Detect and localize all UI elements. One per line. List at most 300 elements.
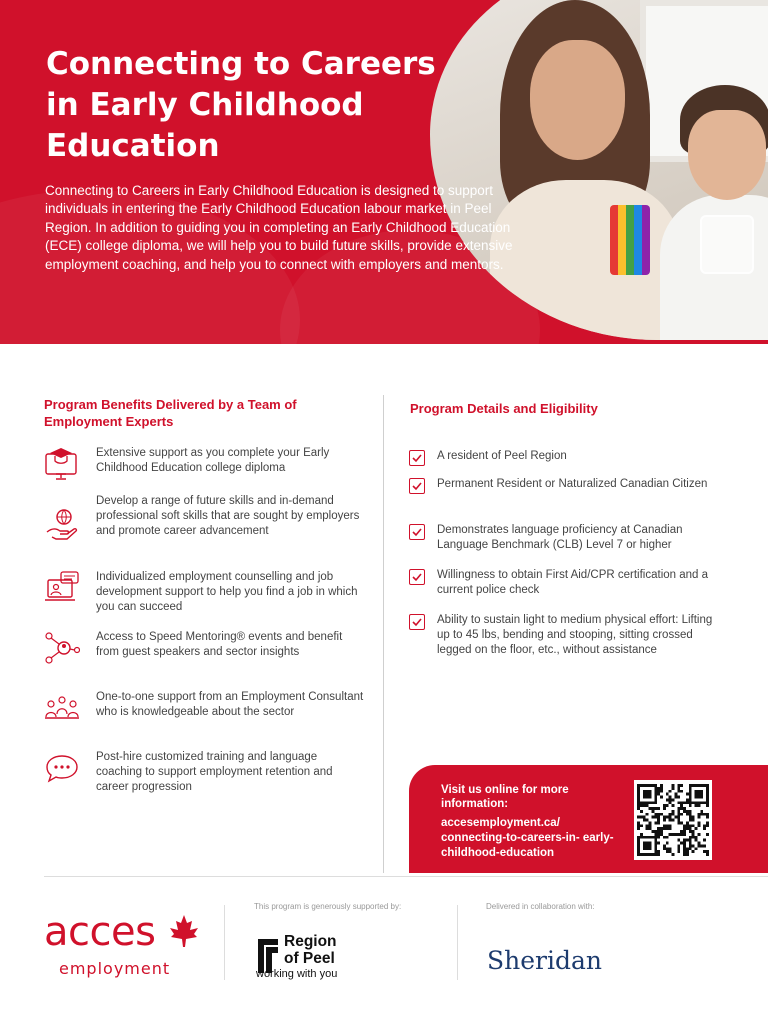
benefit-text: One-to-one support from an Employment Consultant who is knowledgeable about the sector xyxy=(96,691,364,718)
qr-module xyxy=(689,819,692,822)
qr-module xyxy=(643,847,646,850)
qr-module xyxy=(660,796,663,799)
qr-module xyxy=(683,850,686,853)
qr-module xyxy=(703,850,706,853)
eligibility-item xyxy=(409,568,729,598)
qr-module xyxy=(677,821,680,824)
qr-module xyxy=(677,816,680,819)
qr-module xyxy=(689,790,692,793)
qr-module xyxy=(646,836,649,839)
qr-module xyxy=(680,813,683,816)
qr-module xyxy=(637,847,640,850)
qr-module xyxy=(643,819,646,822)
qr-module xyxy=(663,807,666,810)
qr-module xyxy=(692,819,695,822)
qr-module xyxy=(706,816,709,819)
qr-module xyxy=(686,827,689,830)
qr-module xyxy=(663,804,666,807)
network-people-icon xyxy=(44,630,80,666)
hero-banner xyxy=(0,0,768,344)
qr-module xyxy=(654,830,657,833)
checkbox-icon xyxy=(409,450,425,466)
qr-module xyxy=(637,842,640,845)
qr-module xyxy=(643,790,646,793)
checkbox-icon xyxy=(409,478,425,494)
qr-module xyxy=(640,804,643,807)
qr-module xyxy=(669,796,672,799)
qr-module xyxy=(703,839,706,842)
qr-module xyxy=(646,804,649,807)
qr-module xyxy=(697,813,700,816)
column-divider xyxy=(383,395,384,873)
qr-module xyxy=(666,824,669,827)
qr-module xyxy=(706,790,709,793)
intro-paragraph: Connecting to Careers in Early Childhood Education is designed to support individuals in entering the Early Childhood Education labour market in Peel Region. In addition to guiding you in completing an Early Childhood Education (ECE) college diploma, we will help you to build future skills, provide extensive employment coaching, and help you to connect with employers and mentors. xyxy=(45,183,513,272)
benefits-heading: Program Benefits Delivered by a Team of Employment Experts xyxy=(44,397,297,429)
checkbox-icon xyxy=(409,614,425,630)
qr-module xyxy=(646,844,649,847)
qr-module xyxy=(683,842,686,845)
qr-module xyxy=(660,833,663,836)
qr-module xyxy=(700,793,703,796)
qr-module xyxy=(654,790,657,793)
qr-module xyxy=(686,801,689,804)
qr-module xyxy=(637,784,640,787)
qr-module xyxy=(692,844,695,847)
qr-module xyxy=(700,784,703,787)
qr-module xyxy=(657,790,660,793)
qr-module xyxy=(649,784,652,787)
qr-module xyxy=(660,790,663,793)
qr-module xyxy=(643,836,646,839)
qr-module xyxy=(689,830,692,833)
qr-module xyxy=(706,796,709,799)
details-heading: Program Details and Eligibility xyxy=(410,401,598,416)
eligibility-item xyxy=(409,449,729,466)
eligibility-text: Willingness to obtain First Aid/CPR certification and a current police check xyxy=(437,569,709,596)
qr-module xyxy=(640,784,643,787)
qr-module xyxy=(697,821,700,824)
qr-module xyxy=(677,796,680,799)
qr-module xyxy=(677,833,680,836)
qr-module xyxy=(700,790,703,793)
graduation-cap-monitor-icon xyxy=(44,446,80,482)
qr-module xyxy=(640,810,643,813)
qr-module xyxy=(646,847,649,850)
qr-module xyxy=(706,850,709,853)
qr-module xyxy=(657,787,660,790)
qr-module xyxy=(697,801,700,804)
eligibility-text: Ability to sustain light to medium physical effort: Lifting up to 45 lbs, bending and stooping, sitting crossed legged on the floor, etc., without assistance xyxy=(437,614,713,656)
qr-module xyxy=(706,821,709,824)
qr-module xyxy=(637,796,640,799)
qr-module xyxy=(649,847,652,850)
qr-module xyxy=(666,850,669,853)
qr-module xyxy=(637,824,640,827)
qr-module xyxy=(689,804,692,807)
qr-module xyxy=(686,847,689,850)
benefit-item xyxy=(44,446,364,482)
qr-module xyxy=(637,787,640,790)
benefit-text: Post-hire customized training and language coaching to support employment retention and career progression xyxy=(96,751,333,793)
qr-module xyxy=(649,824,652,827)
qr-module xyxy=(706,787,709,790)
benefit-item xyxy=(44,750,364,795)
qr-module xyxy=(637,844,640,847)
page-title: Connecting to Careers in Early Childhood Education xyxy=(46,46,436,164)
footer-separator xyxy=(224,905,225,980)
qr-module xyxy=(697,804,700,807)
qr-module xyxy=(700,844,703,847)
qr-module xyxy=(672,804,675,807)
qr-module xyxy=(654,844,657,847)
qr-module xyxy=(672,813,675,816)
eligibility-item xyxy=(409,523,729,553)
qr-module xyxy=(683,833,686,836)
qr-module xyxy=(706,793,709,796)
qr-module xyxy=(706,784,709,787)
qr-module xyxy=(654,833,657,836)
benefit-text: Develop a range of future skills and in-demand professional soft skills that are sought by employers and promote career advancement xyxy=(96,495,360,537)
footer-divider xyxy=(44,876,768,877)
qr-module xyxy=(703,827,706,830)
qr-module xyxy=(637,807,640,810)
qr-module xyxy=(663,836,666,839)
cta-lead-text: Visit us online for more information: xyxy=(441,784,569,810)
qr-module xyxy=(637,801,640,804)
qr-module xyxy=(706,824,709,827)
qr-module xyxy=(657,842,660,845)
qr-module xyxy=(640,836,643,839)
qr-module xyxy=(683,827,686,830)
qr-module xyxy=(646,801,649,804)
qr-module xyxy=(649,793,652,796)
qr-module xyxy=(697,833,700,836)
checkbox-icon xyxy=(409,569,425,585)
qr-module xyxy=(637,804,640,807)
qr-module xyxy=(643,842,646,845)
qr-module xyxy=(666,842,669,845)
eligibility-item xyxy=(409,477,729,494)
qr-module xyxy=(692,833,695,836)
peel-logo-line1: Region xyxy=(284,933,337,950)
qr-module xyxy=(637,850,640,853)
qr-module xyxy=(689,844,692,847)
qr-module xyxy=(669,819,672,822)
qr-module xyxy=(700,813,703,816)
qr-module xyxy=(643,801,646,804)
qr-module xyxy=(643,784,646,787)
qr-module xyxy=(657,807,660,810)
speech-bubble-icon xyxy=(44,750,80,786)
qr-module xyxy=(672,833,675,836)
qr-module xyxy=(689,810,692,813)
qr-module xyxy=(689,784,692,787)
qr-module xyxy=(695,847,698,850)
qr-module xyxy=(640,853,643,856)
qr-module xyxy=(657,830,660,833)
qr-module xyxy=(654,853,657,856)
qr-module xyxy=(686,810,689,813)
qr-module xyxy=(689,787,692,790)
benefit-text: Access to Speed Mentoring® events and benefit from guest speakers and sector insights xyxy=(96,631,343,658)
meeting-people-icon xyxy=(44,690,80,726)
sheridan-logo-text: Sheridan xyxy=(487,946,602,975)
qr-module xyxy=(689,796,692,799)
qr-module xyxy=(640,824,643,827)
acces-logo-subtitle: employment xyxy=(59,959,171,978)
qr-module xyxy=(677,839,680,842)
checkbox-icon xyxy=(409,524,425,540)
qr-module xyxy=(657,827,660,830)
qr-module xyxy=(640,816,643,819)
qr-module xyxy=(669,790,672,793)
qr-module xyxy=(695,793,698,796)
photo-boy-face xyxy=(688,110,766,200)
qr-module xyxy=(706,801,709,804)
qr-module xyxy=(703,801,706,804)
qr-module xyxy=(674,796,677,799)
qr-module xyxy=(695,796,698,799)
qr-module xyxy=(689,801,692,804)
qr-module xyxy=(660,830,663,833)
qr-module xyxy=(689,839,692,842)
qr-module xyxy=(703,813,706,816)
qr-module xyxy=(683,839,686,842)
qr-module xyxy=(640,833,643,836)
photo-woman-face xyxy=(530,40,625,160)
qr-module xyxy=(643,844,646,847)
qr-module xyxy=(646,853,649,856)
qr-module xyxy=(637,821,640,824)
qr-module xyxy=(660,784,663,787)
collaboration-label: Delivered in collaboration with: xyxy=(486,902,595,911)
qr-module xyxy=(686,793,689,796)
qr-module xyxy=(692,830,695,833)
qr-module xyxy=(706,798,709,801)
qr-module xyxy=(649,827,652,830)
qr-module xyxy=(657,793,660,796)
qr-module xyxy=(672,819,675,822)
qr-module xyxy=(669,833,672,836)
qr-module xyxy=(654,816,657,819)
qr-module xyxy=(672,784,675,787)
qr-module xyxy=(643,796,646,799)
qr-module xyxy=(680,842,683,845)
qr-module xyxy=(651,810,654,813)
benefit-item xyxy=(44,570,364,615)
qr-module xyxy=(674,816,677,819)
qr-module xyxy=(700,801,703,804)
qr-module xyxy=(651,836,654,839)
qr-module xyxy=(677,844,680,847)
qr-module xyxy=(686,824,689,827)
qr-module xyxy=(646,784,649,787)
qr-module xyxy=(657,821,660,824)
qr-module xyxy=(637,793,640,796)
eligibility-text: Demonstrates language proficiency at Canadian Language Benchmark (CLB) Level 7 or higher xyxy=(437,524,683,551)
qr-module xyxy=(643,816,646,819)
qr-module xyxy=(654,787,657,790)
qr-module xyxy=(680,784,683,787)
qr-module xyxy=(680,804,683,807)
qr-module xyxy=(660,813,663,816)
qr-module xyxy=(646,827,649,830)
qr-module xyxy=(680,790,683,793)
qr-module xyxy=(637,853,640,856)
qr-module xyxy=(666,827,669,830)
qr-module xyxy=(646,824,649,827)
qr-module xyxy=(654,850,657,853)
qr-module xyxy=(677,790,680,793)
qr-code[interactable] xyxy=(634,780,712,860)
qr-module xyxy=(683,807,686,810)
qr-module xyxy=(692,836,695,839)
qr-module xyxy=(695,804,698,807)
qr-module xyxy=(643,804,646,807)
photo-pencils xyxy=(610,205,650,275)
qr-module xyxy=(637,816,640,819)
qr-module xyxy=(660,827,663,830)
qr-module xyxy=(669,798,672,801)
qr-module xyxy=(683,830,686,833)
qr-module xyxy=(657,850,660,853)
photo-glass xyxy=(700,215,754,274)
qr-module xyxy=(663,824,666,827)
qr-module xyxy=(680,830,683,833)
qr-module xyxy=(649,801,652,804)
qr-module xyxy=(666,836,669,839)
program-url-link[interactable]: accesemployment.ca/ connecting-to-careers-in- early-childhood-education xyxy=(441,817,614,859)
qr-module xyxy=(697,842,700,845)
qr-module xyxy=(683,810,686,813)
qr-module xyxy=(689,816,692,819)
qr-module xyxy=(672,798,675,801)
qr-module xyxy=(700,796,703,799)
qr-module xyxy=(677,850,680,853)
qr-module xyxy=(677,787,680,790)
qr-module xyxy=(654,836,657,839)
qr-module xyxy=(643,793,646,796)
qr-module xyxy=(677,813,680,816)
qr-module xyxy=(649,844,652,847)
qr-module xyxy=(666,804,669,807)
benefit-text: Extensive support as you complete your Early Childhood Education college diploma xyxy=(96,447,330,474)
qr-module xyxy=(649,790,652,793)
qr-module xyxy=(677,810,680,813)
qr-module xyxy=(649,796,652,799)
qr-module xyxy=(646,813,649,816)
qr-module xyxy=(646,790,649,793)
qr-module xyxy=(700,810,703,813)
benefit-item xyxy=(44,690,364,726)
qr-module xyxy=(654,847,657,850)
qr-module xyxy=(689,827,692,830)
qr-module xyxy=(683,844,686,847)
qr-module xyxy=(657,836,660,839)
qr-module xyxy=(683,824,686,827)
qr-module xyxy=(695,790,698,793)
qr-module xyxy=(692,784,695,787)
qr-module xyxy=(686,850,689,853)
qr-module xyxy=(651,816,654,819)
qr-module xyxy=(686,839,689,842)
eligibility-text: A resident of Peel Region xyxy=(437,450,567,462)
supported-by-label: This program is generously supported by: xyxy=(254,902,402,911)
qr-module xyxy=(697,816,700,819)
qr-module xyxy=(663,816,666,819)
qr-module xyxy=(672,787,675,790)
qr-module xyxy=(663,819,666,822)
qr-module xyxy=(686,813,689,816)
qr-module xyxy=(703,824,706,827)
qr-module xyxy=(669,824,672,827)
qr-module xyxy=(677,801,680,804)
qr-module xyxy=(672,810,675,813)
footer-separator xyxy=(457,905,458,980)
qr-module xyxy=(654,839,657,842)
qr-module xyxy=(651,801,654,804)
qr-module xyxy=(692,824,695,827)
qr-module xyxy=(689,836,692,839)
qr-module xyxy=(654,807,657,810)
qr-module xyxy=(680,821,683,824)
qr-module xyxy=(649,807,652,810)
benefit-item xyxy=(44,630,364,666)
qr-module xyxy=(646,842,649,845)
qr-module xyxy=(651,853,654,856)
qr-module xyxy=(666,847,669,850)
qr-module xyxy=(697,824,700,827)
qr-module xyxy=(669,801,672,804)
hand-globe-icon xyxy=(44,506,80,542)
qr-module xyxy=(689,847,692,850)
qr-module xyxy=(651,784,654,787)
qr-module xyxy=(654,784,657,787)
qr-module xyxy=(672,853,675,856)
qr-module xyxy=(683,801,686,804)
qr-module xyxy=(695,784,698,787)
qr-module xyxy=(674,793,677,796)
qr-module xyxy=(663,827,666,830)
qr-module xyxy=(669,847,672,850)
qr-module xyxy=(686,798,689,801)
qr-module xyxy=(643,853,646,856)
qr-module xyxy=(657,819,660,822)
qr-module xyxy=(663,844,666,847)
qr-module xyxy=(697,844,700,847)
peel-logo-line2: of Peel xyxy=(284,950,335,967)
qr-module xyxy=(695,801,698,804)
qr-module xyxy=(651,807,654,810)
qr-module xyxy=(637,839,640,842)
qr-module xyxy=(654,798,657,801)
qr-module xyxy=(680,833,683,836)
qr-module xyxy=(680,807,683,810)
qr-module xyxy=(689,813,692,816)
qr-module xyxy=(666,793,669,796)
qr-module xyxy=(706,853,709,856)
qr-module xyxy=(695,839,698,842)
qr-module xyxy=(680,801,683,804)
qr-module xyxy=(697,784,700,787)
qr-module xyxy=(669,827,672,830)
laptop-chat-icon xyxy=(44,570,80,606)
qr-module xyxy=(703,784,706,787)
cta-box xyxy=(409,765,768,873)
qr-module xyxy=(706,833,709,836)
qr-module xyxy=(646,793,649,796)
